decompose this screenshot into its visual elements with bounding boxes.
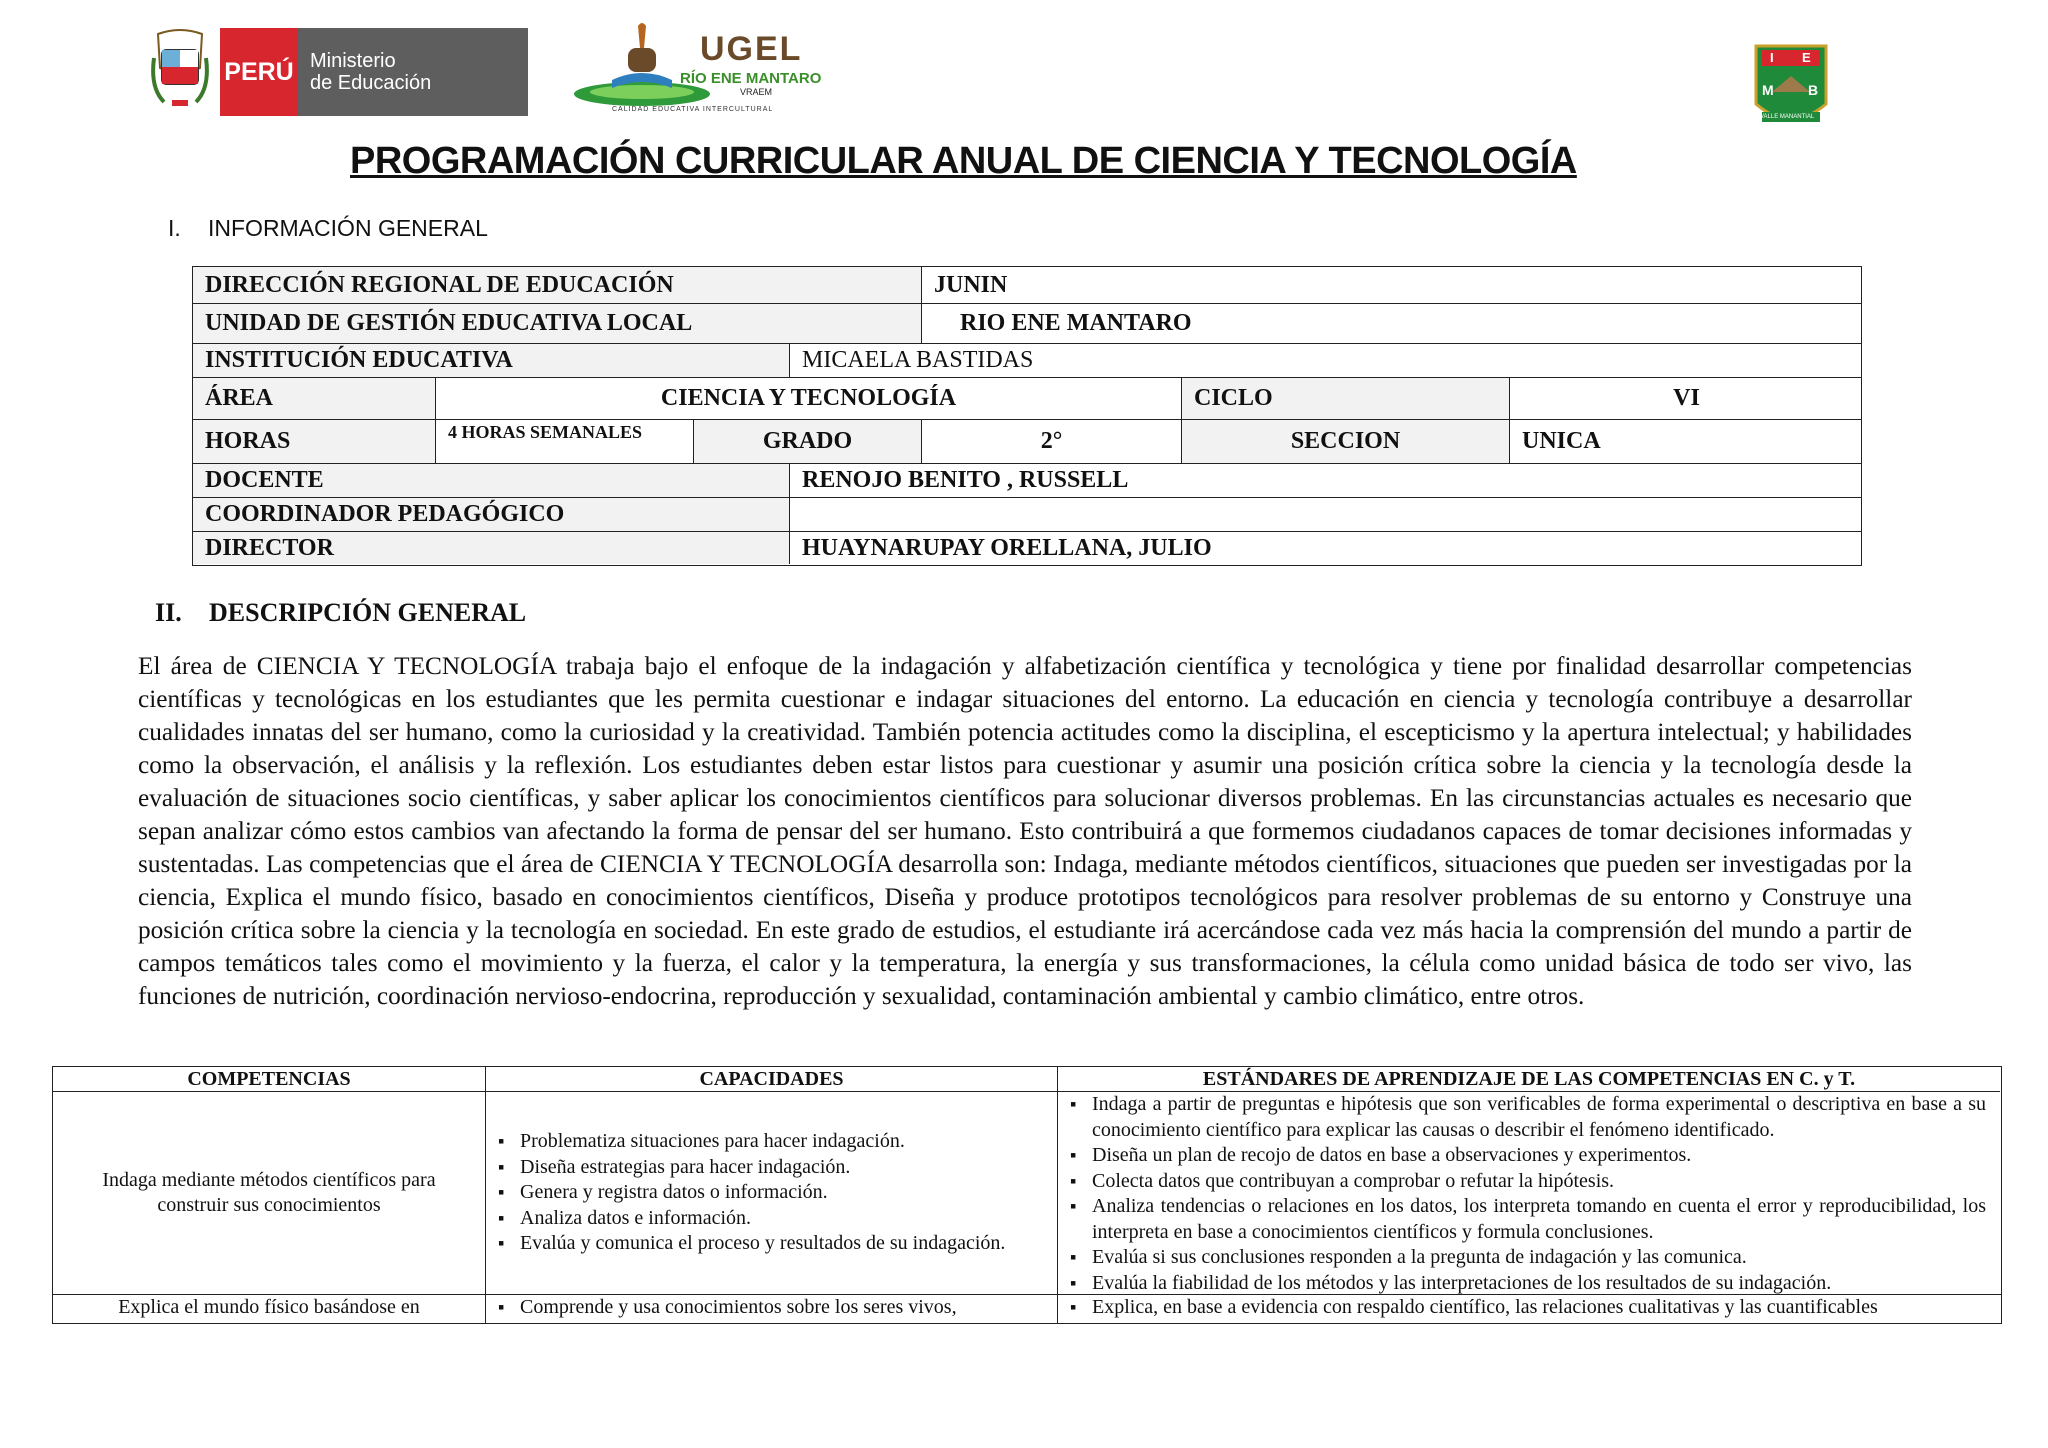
docente-value: RENOJO BENITO , RUSSELL	[789, 464, 1863, 497]
list-item: ▪ Evalúa si sus conclusiones responden a la pregunta de indagación y las comunica.	[1058, 1245, 1986, 1271]
table-row	[193, 497, 1861, 531]
capacities-column	[485, 1067, 1057, 1323]
table-row	[193, 377, 1861, 419]
crest-letter-m: M	[1762, 82, 1774, 98]
area-value: CIENCIA Y TECNOLOGÍA	[435, 378, 1181, 419]
column-header: CAPACIDADES	[486, 1067, 1057, 1092]
seccion-value: UNICA	[1509, 420, 1863, 463]
competencies-column	[53, 1067, 485, 1323]
table-row	[193, 531, 1861, 564]
ciclo-value: VI	[1509, 378, 1863, 419]
capacities-cell	[486, 1295, 1057, 1323]
general-info-table	[192, 266, 1862, 566]
director-value: HUAYNARUPAY ORELLANA, JULIO	[789, 532, 1863, 564]
row-divider	[53, 1294, 2001, 1295]
table-row	[193, 463, 1861, 497]
section-heading-general-description	[155, 598, 526, 628]
peru-coat-of-arms-icon	[150, 28, 210, 116]
list-item: ▪ Comprende y usa conocimientos sobre los seres vivos,	[486, 1295, 1043, 1321]
dre-value: JUNIN	[921, 267, 1863, 303]
column-header: COMPETENCIAS	[53, 1067, 485, 1092]
section-number: II.	[155, 598, 182, 627]
grado-label: GRADO	[693, 420, 921, 463]
table-row	[193, 343, 1861, 377]
area-label: ÁREA	[193, 378, 435, 419]
ministry-name	[298, 28, 528, 116]
competency-cell: Indaga mediante métodos científicos para construir sus conocimientos	[102, 1168, 436, 1216]
docente-label: DOCENTE	[193, 464, 789, 497]
ugel-value: RIO ENE MANTARO	[921, 304, 1863, 343]
section-label: INFORMACIÓN GENERAL	[208, 215, 488, 241]
grado-value: 2°	[921, 420, 1181, 463]
dre-label: DIRECCIÓN REGIONAL DE EDUCACIÓN	[193, 267, 921, 303]
horas-label: HORAS	[193, 420, 435, 463]
list-item: ▪ Evalúa la fiabilidad de los métodos y las interpretaciones de los resultados de su indagación.	[1058, 1271, 1986, 1297]
list-item: ▪ Analiza datos e información.	[486, 1206, 1043, 1232]
list-item: ▪ Genera y registra datos o información.	[486, 1180, 1043, 1206]
ugel-region: VRAEM	[740, 87, 773, 97]
school-crest	[1752, 42, 1830, 134]
column-header: ESTÁNDARES DE APRENDIZAJE DE LAS COMPETENCIAS EN C. y T.	[1058, 1067, 2000, 1092]
coordinator-value	[789, 498, 1863, 531]
director-label: DIRECTOR	[193, 532, 789, 564]
ugel-name: RÍO ENE MANTARO	[680, 70, 822, 87]
ie-value: MICAELA BASTIDAS	[789, 344, 1863, 377]
crest-letter-e: E	[1802, 50, 1811, 65]
ministry-line1: Ministerio	[310, 50, 396, 72]
list-item: ▪ Analiza tendencias o relaciones en los datos, los interpreta tomando en cuenta el error y reproducibilidad, los interpreta en base a conocimientos científicos y formula conclusiones.	[1058, 1194, 1986, 1245]
list-item: ▪ Explica, en base a evidencia con respaldo científico, las relaciones cualitativas y las cuantificables	[1058, 1295, 1986, 1321]
capacities-cell	[486, 1092, 1057, 1294]
competencies-table	[52, 1066, 2002, 1324]
section-number: I.	[168, 215, 181, 241]
section-label: DESCRIPCIÓN GENERAL	[209, 598, 527, 627]
seccion-label: SECCION	[1181, 420, 1509, 463]
ugel-logo	[572, 20, 840, 116]
ie-label: INSTITUCIÓN EDUCATIVA	[193, 344, 789, 377]
list-item: ▪ Indaga a partir de preguntas e hipótesis que son verificables de forma experimental o descriptiva en base a su conocimiento científico para explicar las causas o describir el fenómeno identificado.	[1058, 1092, 1986, 1143]
table-row	[193, 419, 1861, 463]
list-item: ▪ Problematiza situaciones para hacer indagación.	[486, 1129, 1043, 1155]
ugel-label: UNIDAD DE GESTIÓN EDUCATIVA LOCAL	[193, 304, 921, 343]
competency-cell: Explica el mundo físico basándose en	[118, 1296, 420, 1318]
standards-cell	[1058, 1295, 2000, 1323]
standards-column	[1057, 1067, 2000, 1323]
document-title: PROGRAMACIÓN CURRICULAR ANUAL DE CIENCIA Y TECNOLOGÍA	[350, 140, 1577, 182]
ciclo-label: CICLO	[1181, 378, 1509, 419]
table-row	[193, 303, 1861, 343]
ministry-line2: de Educación	[310, 72, 432, 94]
ugel-word: UGEL	[700, 30, 803, 68]
crest-letter-i: I	[1770, 50, 1774, 65]
table-row	[193, 267, 1861, 303]
description-paragraph: El área de CIENCIA Y TECNOLOGÍA trabaja bajo el enfoque de la indagación y alfabetización científica y tecnológica y tiene por finalidad desarrollar competencias científicas y tecnológicas en los estudiantes que les permita cuestionar e indagar situaciones del entorno. La educación en ciencia y tecnología contribuye a desarrollar cualidades innatas del ser humano, como la curiosidad y la creatividad. También potencia actitudes como la disciplina, el escepticismo y la apertura intelectual; y habilidades como la observación, el análisis y la reflexión. Los estudiantes deben estar listos para cuestionar y asumir una posición crítica sobre la ciencia y la tecnología desde la evaluación de situaciones socio científicas, y saber aplicar los conocimientos científicos para solucionar diversos problemas. En las circunstancias actuales es necesario que sepan analizar cómo estos cambios van afectando la forma de pensar del ser humano. Esto contribuirá a que formemos ciudadanos capaces de tomar decisiones informadas y sustentadas. Las competencias que el área de CIENCIA Y TECNOLOGÍA desarrolla son: Indaga, mediante métodos científicos, situaciones que pueden ser investigadas por la ciencia, Explica el mundo físico, basado en conocimientos científicos, Diseña y produce prototipos tecnológicos para resolver problemas de su entorno y Construye una posición crítica sobre la ciencia y la tecnología en sociedad. En este grado de estudios, el estudiante irá acercándose cada vez más hacia la comprensión del mundo a partir de campos temáticos tales como el movimiento y la fuerza, el calor y la temperatura, la energía y sus transformaciones, la célula como unidad básica de todo ser vivo, las funciones de nutrición, coordinación nervioso-endocrina, reproducción y sexualidad, contaminación ambiental y cambio climático, entre otros.	[138, 652, 1912, 1010]
list-item: ▪ Evalúa y comunica el proceso y resultados de su indagación.	[486, 1231, 1043, 1257]
crest-motto: VALLE MANANTIAL	[1760, 114, 1815, 120]
peru-label: PERÚ	[220, 28, 298, 116]
standards-cell	[1058, 1092, 2000, 1294]
ugel-motto: CALIDAD EDUCATIVA INTERCULTURAL	[612, 106, 774, 113]
coordinator-label: COORDINADOR PEDAGÓGICO	[193, 498, 789, 531]
horas-value: 4 HORAS SEMANALES	[435, 420, 693, 463]
ministry-logo	[150, 28, 528, 116]
list-item: ▪ Colecta datos que contribuyan a comprobar o refutar la hipótesis.	[1058, 1169, 1986, 1195]
list-item: ▪ Diseña un plan de recojo de datos en base a observaciones y experimentos.	[1058, 1143, 1986, 1169]
list-item: ▪ Diseña estrategias para hacer indagación.	[486, 1155, 1043, 1181]
crest-letter-b: B	[1808, 82, 1819, 98]
section-heading-general-info	[168, 215, 488, 242]
